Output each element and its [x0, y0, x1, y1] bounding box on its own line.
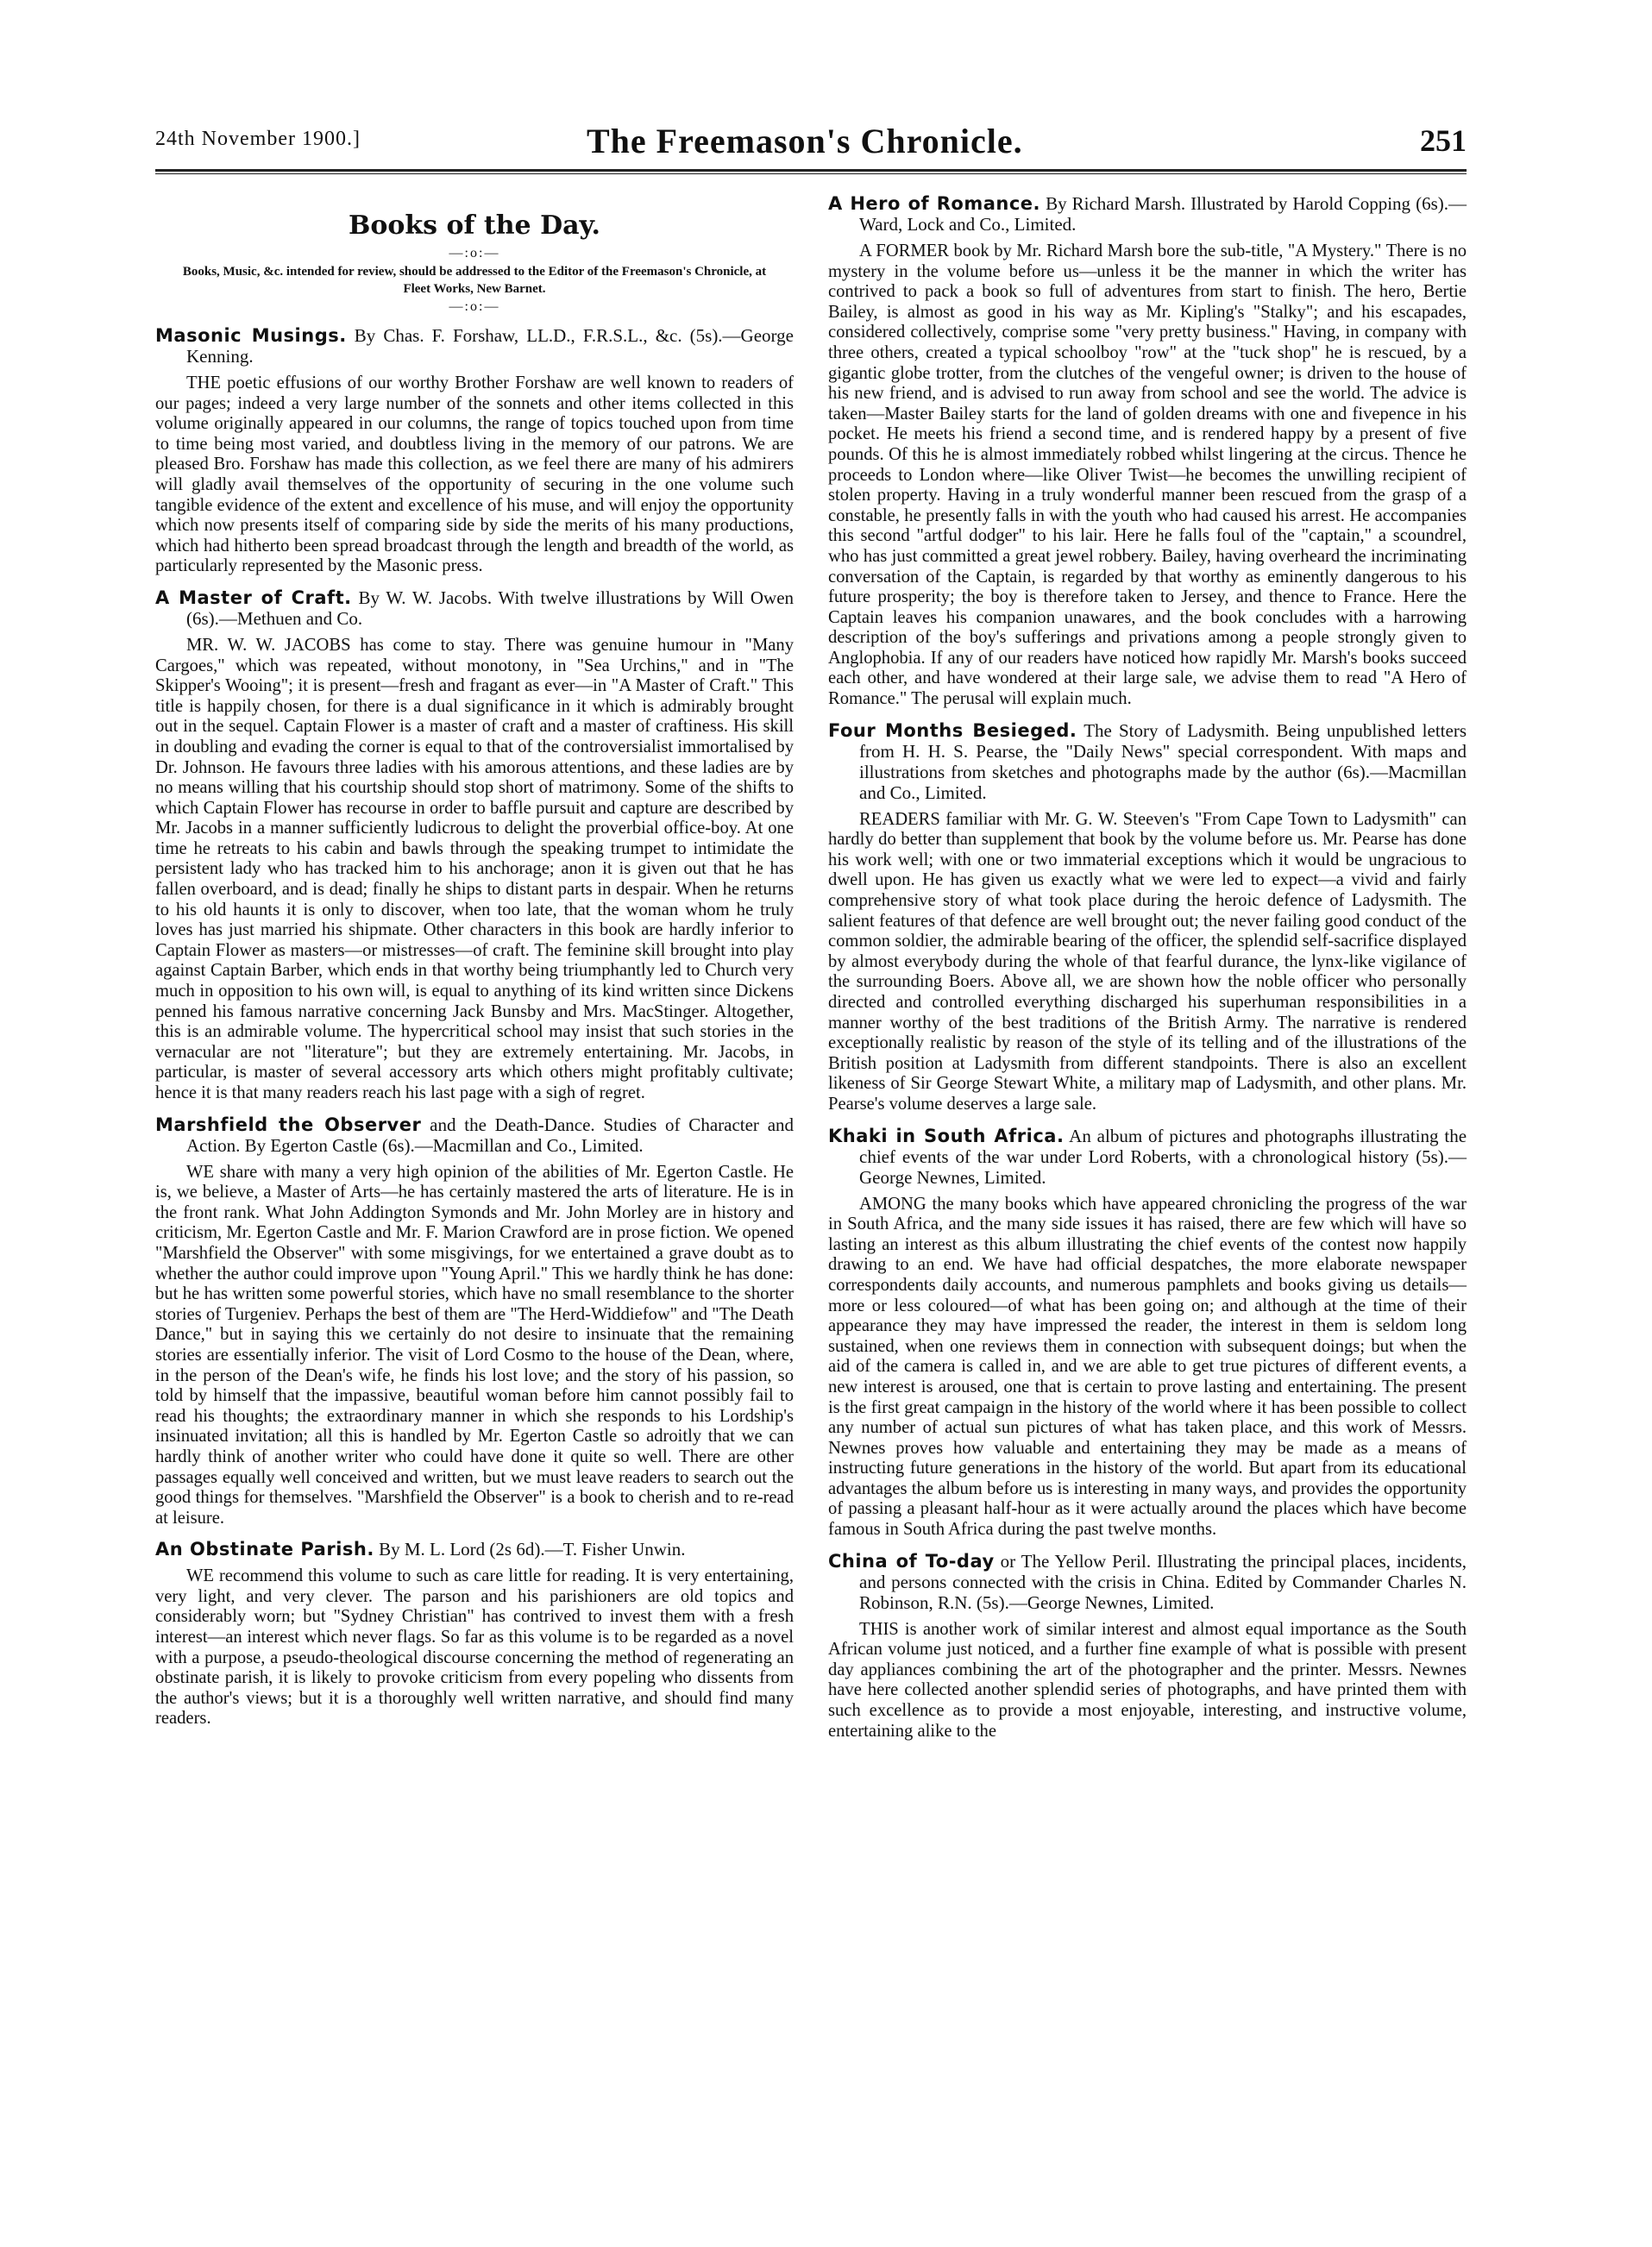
book-details: By Chas. F. Forshaw, LL.D., F.R.S.L., &c. (5s).—George Kenning. [186, 325, 794, 367]
book-title: A Master of Craft. [155, 587, 352, 608]
page-number: 251 [1420, 123, 1467, 158]
ornament-separator: —:o:— [449, 299, 500, 314]
section-title: Books of the Day. [349, 210, 600, 241]
left-column [155, 190, 794, 1729]
review [155, 1114, 794, 1529]
review [828, 1126, 1467, 1541]
header-rule [155, 169, 1467, 174]
book-title: A Hero of Romance. [828, 193, 1041, 214]
book-details: An album of pictures and photographs illustrating the chief events of the war under Lord Roberts, with a chronological history (5s).—George Newnes, Limited. [859, 1125, 1467, 1188]
review-citation [828, 1551, 1467, 1613]
publication-title: The Freemason's Chronicle. [587, 122, 1023, 160]
review-citation [155, 325, 794, 367]
review [828, 1551, 1467, 1742]
review [155, 1539, 794, 1729]
book-title: Masonic Musings. [155, 325, 347, 346]
issue-date: 24th November 1900.] [155, 128, 361, 150]
right-column [828, 183, 1467, 1742]
review-body: WE share with many a very high opinion of the abilities of Mr. Egerton Castle. He is, we believe, a Master of Arts—he has certainly mastered the arts of literature. He is in the front rank. What John Addington Symonds and Mr. John Morley are in history and criticism, Mr. Egerton Castle and Mr. F. Marion Crawford are in prose fiction. We opened "Marshfield the Observer" with some misgivings, for we entertained a grave doubt as to whether the author could improve upon "Young April." This we hardly think he has done: but he has written some powerful stories, which have no small resemblance to the shorter stories of Turgeniev. Perhaps the best of them are "The Herd-Widdiefow" and "The Death Dance," but in saying this we certainly do not desire to insinuate that the remaining stories are essentially inferior. The visit of Lord Cosmo to the house of the Dean, where, in the person of the Dean's wife, he finds his lost love; and the story of his passion, so told by himself that the impassive, beautiful woman before him cannot possibly fail to read his thoughts; the extraordinary manner in which she responds to his Lordship's insinuated invitation; all this is handled by Mr. Egerton Castle so adroitly that we can hardly think of another writer who could have done it quite so well. There are other passages equally well conceived and written, but we must leave readers to search out the good things for themselves. "Marshfield the Observer" is a book to cherish and to re-read at leisure. [155, 1162, 794, 1528]
review [155, 325, 794, 577]
review-body: A FORMER book by Mr. Richard Marsh bore the sub-title, "A Mystery." There is no mystery in the volume before us—unless it be the manner in which the writer has contrived to pack a book so full of adventures from start to finish. The hero, Bertie Bailey, is almost as good in his way as Mr. Kipling's "Stalky"; and his escapades, considered collectively, comprise some "very pretty business." Having, in company with three others, created a typical schoolboy "row" at the "tuck shop" he is rescued, by a gigantic globe trotter, from the clutches of the vengeful owner; is driven to the house of his new friend, and is advised to run away from school and see the world. The advice is taken—Master Bailey starts for the land of golden dreams with one and fivepence in his pocket. He meets his friend a second time, and is rendered happy by a present of five pounds. Of this he is almost immediately robbed whilst lingering at the circus. Thence he proceeds to London where—like Oliver Twist—he becomes the unwilling recipient of stolen property. Having in a truly wonderful manner been rescued from the grasp of a constable, he presently falls in with the youth who had caused his arrest. He accompanies this second "artful dodger" to his lair. Here he falls foul of the "captain," a scoundrel, who has just committed a great jewel robbery. Bailey, having overheard the incriminating conversation of the Captain, is regarded by that worthy as eminently dangerous to his future prosperity; the boy is therefore taken to Jersey, and thence to France. Here the Captain leaves his companion unawares, and the book concludes with a harrowing description of the boy's sufferings and privations among a people strongly given to Anglophobia. If any of our readers have noticed how rapidly Mr. Marsh's books succeed each other, and have wondered at their large sale, we advise them to read "A Hero of Romance." The perusal will explain much. [828, 242, 1467, 709]
review-body: AMONG the many books which have appeared chronicling the progress of the war in South Africa, and the many side issues it has raised, there are few which will have so lasting an interest as this album illustrating the chief events of the contest now happily drawing to an end. We have had official despatches, the more elaborate newspaper correspondents daily accounts, and numerous pamphlets and books giving us details—more or less coloured—of what has been going on; and although at the time of their appearance they may have impressed the reader, the interest in them is seldom long sustained, when one reviews them in connection with subsequent doings; but when the aid of the camera is called in, and we are able to get true pictures of different events, a new interest is aroused, one that is certain to prove lasting and entertaining. The present is the first great campaign in the history of the world where it has been possible to collect any number of actual sun pictures of what has taken place, and this work of Messrs. Newnes proves how valuable and entertaining they may be made as a means of instructing future generations in the history of the world. But apart from its educational advantages the album before us is interesting in many ways, and provides the opportunity of passing a pleasant half-hour as it were actually around the places which have become famous in South Africa during the past twelve months. [828, 1194, 1467, 1540]
ornament-separator: —:o:— [449, 246, 500, 260]
review [828, 193, 1467, 710]
book-details: and the Death-Dance. Studies of Character and Action. By Egerton Castle (6s).—Macmillan and Co., Limited. [186, 1114, 795, 1156]
review-body: MR. W. W. JACOBS has come to stay. There was genuine humour in "Many Cargoes," which was repeated, without monotony, in "Sea Urchins," and in "The Skipper's Wooing"; it is present—fresh and fragant as ever—in "A Master of Craft." This title is happily chosen, for there is a dual significance in it which is admirably brought out in the sequel. Captain Flower is a master of craft and a master of craftiness. His skill in doubling and evading the corner is equal to that of the controversialist immortalised by Dr. Johnson. He favours three ladies with his amorous attentions, and these ladies are by no means willing that his courtship should stop short of matrimony. Some of the shifts to which Captain Flower has recourse in order to baffle pursuit and capture are described by Mr. Jacobs in a manner sufficiently ludicrous to delight the proverbial office-boy. At one time he retreats to his cabin and bawls through the speaking trumpet to intimidate the persistent lady who has tracked him to his anchorage; anon it is given out that he has fallen overboard, and is dead; finally he ships to distant parts in despair. When he returns to his old haunts it is only to discover, when too late, that the woman whom he truly loves has just married his shipmate. Other characters in this book are hardly inferior to Captain Flower as masters—or mistresses—of craft. The feminine skill brought into play against Captain Barber, which ends in that worthy being triumphantly led to Church very much in opposition to his own will, is equal to anything of its kind written since Dickens penned his famous narrative concerning Jack Bunsby and Mrs. MacStinger. Altogether, this is an admirable volume. The hypercritical school may insist that such stories in the vernacular are not "literature"; but they are extremely entertaining. Mr. Jacobs, in particular, is master of several accessory arts which others might profitably cultivate; hence it is that many readers reach his last page with a sigh of regret. [155, 635, 794, 1102]
book-details: By Richard Marsh. Illustrated by Harold Copping (6s).—Ward, Lock and Co., Limited. [859, 193, 1467, 235]
review-citation [155, 1539, 794, 1560]
book-title: China of To-day [828, 1550, 995, 1572]
review-body: THIS is another work of similar interest and almost equal importance as the South African volume just noticed, and a further fine example of what is possible with present day appliances combining the art of the photographer and the printer. Messrs. Newnes have here collected another splendid series of photographs, and have printed them with such excellence as to provide a most enjoyable, interesting, and instructive volume, entertaining alike to the [828, 1619, 1467, 1741]
review [155, 587, 794, 1104]
book-details: The Story of Ladysmith. Being unpublished letters from H. H. S. Pearse, the "Daily News" special correspondent. With maps and illustrations from sketches and photographs made by the author (6s).—Macmillan and Co., Limited. [859, 719, 1467, 803]
review [828, 720, 1467, 1115]
book-details: or The Yellow Peril. Illustrating the principal places, incidents, and persons connected with the crisis in China. Edited by Commander Charles N. Robinson, R.N. (5s).—George Newnes, Limited. [859, 1550, 1467, 1613]
book-title: Khaki in South Africa. [828, 1125, 1065, 1146]
book-title: An Obstinate Parish. [155, 1539, 374, 1560]
book-details: By W. W. Jacobs. With twelve illustrations by Will Owen (6s).—Methuen and Co. [186, 587, 795, 629]
review-citation [828, 1126, 1467, 1188]
review-citation [828, 193, 1467, 235]
book-title: Four Months Besieged. [828, 719, 1077, 741]
editor-notice: Books, Music, &c. intended for review, should be addressed to the Editor of the Freemason's Chronicle, at Fleet Works, New Barnet. [182, 265, 767, 296]
review-body: WE recommend this volume to such as care little for reading. It is very entertaining, very light, and very clever. The parson and his parishioners are old topics and considerably worn; but "Sydney Christian" has contrived to invest them with a fresh interest—an interest which never flags. So far as this volume is to be regarded as a novel with a purpose, a pseudo-theological discourse concerning the method of regenerating an obstinate parish, it is likely to provoke criticism from every popeling who dissents from the author's views; but it is a thoroughly well written narrative, and should find many readers. [155, 1566, 794, 1729]
review-citation [828, 720, 1467, 803]
review-citation [155, 1114, 794, 1156]
review-citation [155, 587, 794, 629]
review-body: THE poetic effusions of our worthy Brother Forshaw are well known to readers of our pages; indeed a very large number of the sonnets and other items collected in this volume originally appeared in our columns, the range of topics touched upon from time to time being most varied, and doubtless living in the memory of our patrons. We are pleased Bro. Forshaw has made this collection, as we feel there are many of his admirers will gladly avail themselves of the opportunity of securing in the one volume such tangible evidence of the extent and excellence of his muse, and will enjoy the opportunity which now presents itself of comparing side by side the merits of his many productions, which had hitherto been spread broadcast through the length and breadth of the world, as particularly represented by the Masonic press. [155, 373, 794, 576]
book-details: By M. L. Lord (2s 6d).—T. Fisher Unwin. [379, 1539, 686, 1560]
page-header [155, 121, 1467, 173]
review-body: READERS familiar with Mr. G. W. Steeven's "From Cape Town to Ladysmith" can hardly do better than supplement that book by the volume before us. Mr. Pearse has done his work well; with one or two immaterial exceptions which it would be ungracious to dwell upon. He has given us exactly what we were led to expect—a vivid and fairly comprehensive story of what took place during the heroic defence of Ladysmith. The salient features of that defence are well brought out; the never failing good conduct of the common soldier, the admirable bearing of the officer, the splendid self-sacrifice displayed by almost everybody during the whole of that fearful durance, the lynx-like vigilance of the surrounding Boers. Above all, we are shown how the noble officer who personally directed and controlled everything discharged his superhuman responsibilities in a manner worthy of the best traditions of the British Army. The narrative is rendered exceptionally realistic by reason of the style of its telling and of the illustrations of the British position at Ladysmith from different standpoints. There is also an excellent likeness of Sir George Stewart White, a military map of Ladysmith, and other plans. Mr. Pearse's volume deserves a large sale. [828, 809, 1467, 1114]
book-title: Marshfield the Observer [155, 1114, 422, 1135]
